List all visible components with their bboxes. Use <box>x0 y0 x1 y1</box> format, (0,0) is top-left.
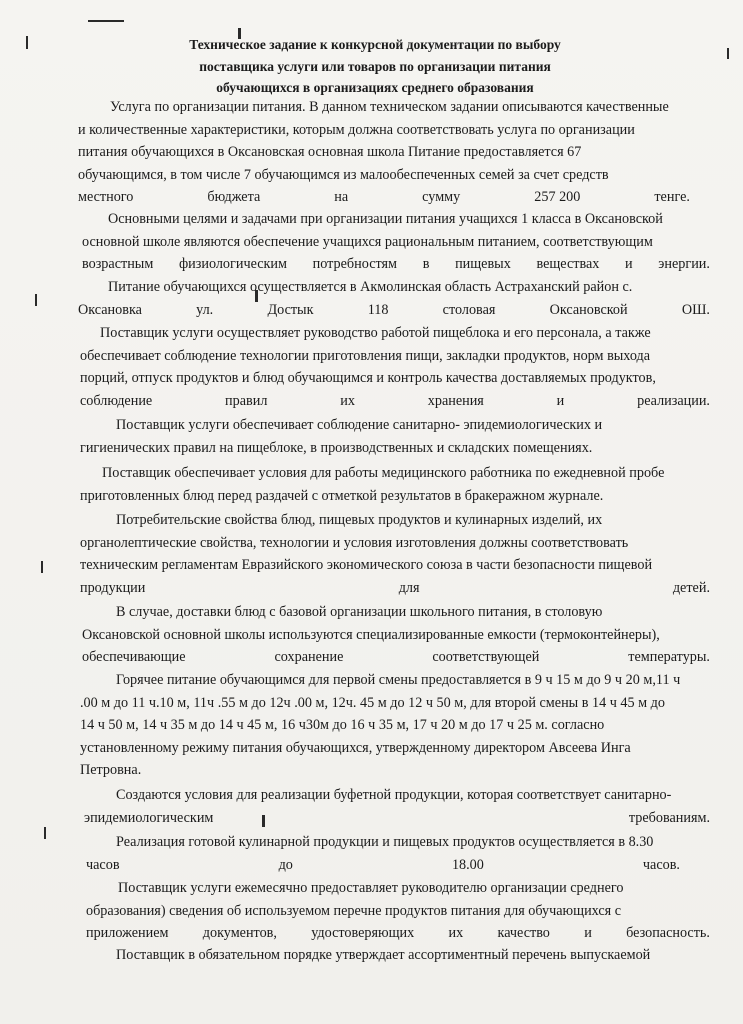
word: пищевых <box>455 256 511 273</box>
text-line <box>80 577 710 600</box>
word: до <box>278 856 293 873</box>
paragraph-goals <box>82 208 710 276</box>
word: веществах <box>536 256 600 273</box>
word: правил <box>225 392 268 409</box>
word: энергии. <box>658 256 710 273</box>
word: их <box>340 392 355 409</box>
paragraph-delivery <box>82 601 710 669</box>
word: хранения <box>427 392 484 409</box>
text-line: Поставщик услуги ежемесячно предоставляет руководителю организации среднего <box>118 880 624 896</box>
paragraph-location <box>78 276 710 321</box>
text-line: органолептические свойства, технологии и условия изготовления должны соответствовать <box>80 534 629 551</box>
word: сумму <box>422 189 461 206</box>
text-line: В случае, доставки блюд с базовой организации школьного питания, в столовую <box>116 604 603 620</box>
text-line: .00 м до 11 ч.10 м, 11ч .55 м до 12ч .00 м, 12ч. 45 м до 12 ч 50 м, для второй смены в 14 ч 45 м до <box>80 694 665 711</box>
word: Оксановка <box>78 301 142 318</box>
text-line: техническим регламентам Евразийского экономического союза в части безопасности пищевой <box>80 557 653 574</box>
word: эпидемиологическим <box>84 809 214 826</box>
text-line: обучающимся, в том числе 7 обучающимся из малообеспеченных семей за счет средств <box>78 166 609 183</box>
text-line <box>82 253 710 276</box>
title-line: поставщика услуги или товаров по организации питания <box>199 58 551 74</box>
word: Достык <box>267 301 314 318</box>
text-line: Потребительские свойства блюд, пищевых продуктов и кулинарных изделий, их <box>116 512 603 528</box>
paragraph-product-properties <box>80 509 710 599</box>
word: 18.00 <box>451 856 484 873</box>
text-line: питания обучающихся в Оксановская основная школа Питание предоставляется 67 <box>78 144 582 161</box>
text-line: образования) сведения об используемом перечне продуктов питания для обучающихся с <box>86 902 622 919</box>
word: потребностям <box>312 256 398 273</box>
text-line <box>78 299 710 322</box>
text-line: Горячее питание обучающимся для первой смены предоставляется в 9 ч 15 м до 9 ч 20 м,11 ч <box>116 672 681 688</box>
text-line: Оксановской основной школы используются специализированные емкости (термоконтейнеры), <box>82 626 660 643</box>
word: сохранение <box>274 649 344 666</box>
word: продукции <box>80 579 146 596</box>
text-line: Реализация готовой кулинарной продукции и пищевых продуктов осуществляется в 8.30 <box>116 834 654 850</box>
title-line: Техническое задание к конкурсной документации по выбору <box>189 37 561 52</box>
paragraph-service-description <box>78 96 710 209</box>
paragraph-supplier-duties <box>80 322 710 412</box>
text-line: основной школе являются обеспечение учащихся рациональным питанием, соответствующим <box>82 233 653 250</box>
word: ул. <box>196 301 214 318</box>
word: их <box>448 925 464 942</box>
margin-tick-3 <box>41 561 43 573</box>
word: физиологическим <box>178 256 287 273</box>
text-line: обеспечивает соблюдение технологии приготовления пищи, закладки продуктов, норм выхода <box>80 347 651 364</box>
word: соответствующей <box>432 649 540 666</box>
word: безопасность. <box>626 925 710 942</box>
text-line: Питание обучающихся осуществляется в Акмолинская область Астраханский район с. <box>108 279 633 295</box>
text-line: Услуга по организации питания. В данном техническом задании описываются качественные <box>110 99 669 115</box>
text-line <box>86 922 710 945</box>
word: возрастным <box>82 256 154 273</box>
paragraph-meal-schedule <box>80 669 710 782</box>
pen-stroke-top <box>88 20 124 22</box>
text-line: гигиенических правил на пищеблоке, в производственных и складских помещениях. <box>80 439 593 456</box>
text-line: Поставщик услуги осуществляет руководство работой пищеблока и его персонала, а также <box>100 325 651 341</box>
text-line <box>84 807 710 830</box>
margin-tick-5 <box>727 48 729 59</box>
word: качество <box>497 925 550 942</box>
text-line: Поставщик в обязательном порядке утверждает ассортиментный перечень выпускаемой <box>116 947 651 963</box>
text-line: 14 ч 50 м, 14 ч 35 м до 14 ч 45 м, 16 ч30м до 16 ч 35 м, 17 ч 20 м до 17 ч 25 м. согласно <box>80 717 605 734</box>
title-line: обучающихся в организациях среднего образования <box>216 80 534 95</box>
word: ОШ. <box>681 301 710 318</box>
word: соблюдение <box>80 392 153 409</box>
word: документов, <box>202 925 277 942</box>
text-line: Поставщик услуги обеспечивает соблюдение санитарно- эпидемиологических и <box>116 417 603 433</box>
word: столовая <box>442 301 496 318</box>
text-line <box>78 186 710 209</box>
word: реализации. <box>637 392 710 409</box>
text-line: Петровна. <box>80 762 142 779</box>
word: и <box>625 256 633 273</box>
word: местного <box>78 189 134 206</box>
paragraph-sales-hours <box>86 831 710 876</box>
word: детей. <box>672 579 710 596</box>
text-line: Поставщик обеспечивает условия для работы медицинского работника по ежедневной пробе <box>102 465 665 481</box>
word: часов. <box>642 856 680 873</box>
text-line <box>80 390 710 413</box>
word: требованиям. <box>628 809 710 826</box>
paragraph-monthly-report <box>86 877 710 945</box>
text-line: порций, отпуск продуктов и блюд обучающимся и контроль качества доставляемых продуктов, <box>80 370 656 387</box>
word: приложением <box>86 925 169 942</box>
word: часов <box>86 856 120 873</box>
word: 257 200 <box>534 189 581 206</box>
paragraph-assortment <box>86 944 710 967</box>
margin-tick-4 <box>44 827 46 839</box>
text-line: и количественные характеристики, которым должна соответствовать услуга по организации <box>78 121 635 138</box>
document-title <box>140 34 610 99</box>
word: Оксановской <box>549 301 628 318</box>
paragraph-buffet <box>86 784 710 829</box>
paragraph-sanitary-rules <box>80 414 710 459</box>
word: обеспечивающие <box>82 649 186 666</box>
text-line: установленному режиму питания обучающихся, утвержденному директором Авсеева Инга <box>80 739 631 756</box>
word: 118 <box>367 301 389 318</box>
word: и <box>584 925 592 942</box>
text-line: Создаются условия для реализации буфетной продукции, которая соответствует санитарно- <box>116 787 672 803</box>
word: бюджета <box>207 189 261 206</box>
margin-tick-1 <box>26 36 28 49</box>
word: в <box>422 256 430 273</box>
text-line <box>82 646 710 669</box>
word: и <box>556 392 565 409</box>
word: температуры. <box>628 649 710 666</box>
word: удостоверяющих <box>311 925 415 942</box>
word: тенге. <box>654 189 690 206</box>
text-line: приготовленных блюд перед раздачей с отметкой результатов в бракеражном журнале. <box>80 487 604 504</box>
word: для <box>398 579 420 596</box>
word: на <box>334 189 349 206</box>
margin-tick-2 <box>35 294 37 306</box>
text-line: Основными целями и задачами при организации питания учащихся 1 класса в Оксановской <box>108 211 663 227</box>
text-line <box>86 854 710 877</box>
paragraph-medical-check <box>80 462 710 507</box>
